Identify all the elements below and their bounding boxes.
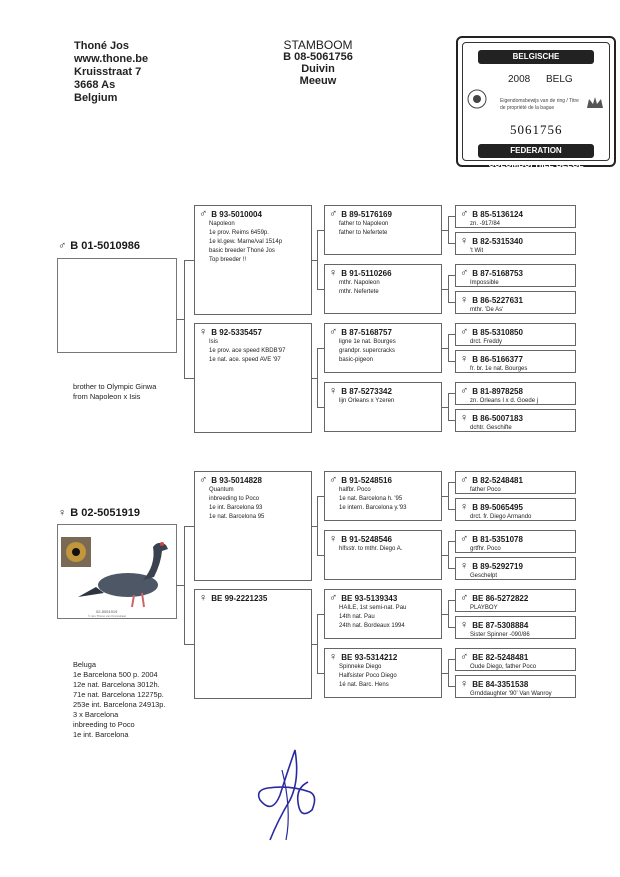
male-icon: ♂ [58,240,67,252]
male-icon: ♂ [329,208,338,220]
male-icon: ♂ [460,592,469,604]
male-icon: ♂ [329,592,338,604]
box-note-line: 1é nat. Barc. Hens [339,682,389,688]
box-ring [460,295,571,306]
certificate-description: Eigendomsbewijs van de ring / Titre de propriété de la bague [500,98,579,111]
pigeon-photo-icon [58,525,176,618]
pedigree-box-gen4 [455,291,576,314]
box-note-line: HAILE, 1st semi-nat. Pau [339,605,407,611]
male-icon: ♂ [199,208,208,220]
sire-note-line: from Napoleon x Isis [73,392,141,401]
ring-number: B 86-5227631 [472,296,523,305]
ring-number: B 91-5110266 [341,269,392,278]
tree-connector [184,526,185,644]
box-ring [329,327,437,338]
tree-connector [448,568,455,569]
dam-note-line: 3 x Barcelona [73,710,119,719]
male-icon: ♂ [460,208,469,220]
box-ring [329,386,437,397]
box-note-line: dchtr. Geschifte [470,425,512,431]
ring-number: B 86-5007183 [472,414,523,423]
tree-connector [448,216,455,217]
box-note-line: grtfhr. Poco [470,546,501,552]
tree-connector [442,407,448,408]
ring-number: BE 82-5248481 [472,653,529,662]
pedigree-box-gen4 [455,409,576,432]
certificate-year: 2008 [508,74,531,85]
tree-connector [448,600,455,601]
female-icon: ♀ [460,501,469,513]
tree-connector [317,348,324,349]
box-note-line: Top breeder !! [209,257,247,263]
box-ring [460,475,571,486]
ring-number: B 86-5166377 [472,355,523,364]
pedigree-box-gen4 [455,264,576,287]
signature-image [220,740,330,850]
tree-connector [317,230,324,231]
box-note-line: Isis [209,339,218,345]
owner-country: Belgium [74,92,118,104]
box-note-line: lijn Orleans x Yzeren [339,398,395,404]
ring-number: B 85-5136124 [472,210,523,219]
box-ring [460,502,571,513]
box-note-line: inbreeding to Poco [209,496,260,502]
pedigree-box-gen3 [324,589,442,639]
male-icon: ♂ [460,474,469,486]
ring-number: B 82-5315340 [472,237,523,246]
box-note-line: ligne 1e nat. Bourges [339,339,396,345]
tree-connector [317,407,324,408]
tree-connector [448,275,455,276]
sire-note-line: brother to Olympic Ginwa [73,382,157,391]
pedigree-box-gen2 [194,323,312,433]
box-ring [329,209,437,220]
pedigree-box-gen3 [324,648,442,698]
box-note-line: halfbr. Poco [339,487,371,493]
pedigree-box-gen4 [455,350,576,373]
male-icon: ♂ [460,385,469,397]
pedigree-box-gen4 [455,648,576,671]
tree-connector [448,482,449,509]
tree-connector [442,348,448,349]
tree-connector [442,555,448,556]
owner-street: Kruisstraat 7 [74,66,142,78]
female-icon: ♀ [460,678,469,690]
ring-number: B 85-5310850 [472,328,523,337]
ring-number: B 82-5248481 [472,476,523,485]
box-note-line: Geschelpt [470,573,498,579]
dam-photo [57,524,177,619]
female-icon: ♀ [460,353,469,365]
tree-connector [448,334,449,361]
ring-number: BE 87-5308884 [472,621,529,630]
male-icon: ♂ [329,326,338,338]
box-note-line: Quantum [209,487,234,493]
pedigree-box-gen4 [455,557,576,580]
tree-connector [448,334,455,335]
owner-name: Thoné Jos [74,40,130,52]
tree-connector [442,673,448,674]
pedigree-box-gen4 [455,498,576,521]
dam-note-line: 71e nat. Barcelona 12275p. [73,690,164,699]
box-note-line: 1e nat. Barcelona 95 [209,514,265,520]
dam-note-line: 253e int. Barcelona 24913p. [73,700,166,709]
tree-connector [448,393,455,394]
dam-note-line: inbreeding to Poco [73,720,135,729]
tree-connector [448,420,455,421]
box-note-line: Grnddaughter '90' Van Wanroy [470,691,552,697]
certificate-bottom-band: FEDERATION COLOMBOPHILE BELGE [478,144,594,158]
tree-connector [312,526,317,527]
tree-connector [317,348,318,407]
box-note-line: Sister Spinner -090/86 [470,632,530,638]
box-ring [460,413,571,424]
belgian-lion-emblem-icon [466,88,488,110]
box-ring [460,354,571,365]
tree-connector [448,600,449,627]
document-title [258,39,378,87]
box-note-line: basic-pigeon [339,357,374,363]
ring-number: B 87-5273342 [341,387,392,396]
pedigree-box-gen3 [324,264,442,314]
box-note-line: Oude Diego, father Poco [470,664,537,670]
certificate-country: BELG [546,74,573,85]
box-ring [199,475,307,486]
tree-connector [448,361,455,362]
ring-number: BE 84-3351538 [472,680,529,689]
ring-number: B 81-5351078 [472,535,523,544]
dam-note-line: 1e Barcelona 500 p. 2004 [73,670,158,679]
tree-connector [442,230,448,231]
title-heading: STAMBOOM [283,38,353,52]
pedigree-box-gen4 [455,471,576,494]
female-icon: ♀ [460,619,469,631]
pedigree-box-gen4 [455,205,576,228]
pedigree-box-gen3 [324,382,442,432]
tree-connector [442,289,448,290]
tree-connector [448,686,455,687]
dam-note-line: Beluga [73,660,97,669]
ring-number: B 81-8978258 [472,387,523,396]
owner-website[interactable]: www.thone.be [74,53,149,65]
certificate-number: 5061756 [510,122,563,137]
tree-connector [448,541,455,542]
box-ring [460,327,571,338]
tree-connector [448,659,455,660]
box-note-line: mthr. Nefertete [339,289,379,295]
tree-connector [317,496,324,497]
box-ring [199,327,307,338]
box-note-line: zn. -917/84 [470,221,501,227]
tree-connector [312,644,317,645]
tree-connector [176,585,184,586]
photo-credit: © Jos Thoné van Kruisstraat [88,614,126,618]
box-ring [460,679,571,690]
owner-block [74,40,148,105]
box-ring [460,236,571,247]
tree-connector [448,393,449,420]
box-ring [199,593,307,604]
female-icon: ♀ [329,533,338,545]
box-note-line: 1e nat. Barcelona h. '95 [339,496,403,502]
box-note-line: 1e nat. ace. speed AVE '97 [209,357,281,363]
ring-number: B 89-5176169 [341,210,392,219]
ring-number: B 87-5168757 [341,328,392,337]
tree-connector [317,555,324,556]
tree-connector [312,260,317,261]
tree-connector [176,319,184,320]
box-note-line: 1e kl.gew. Marne/val 1514p [209,239,283,245]
ring-number: BE 93-5139343 [341,594,398,603]
box-note-line: 1e prov. Reims 6459p. [209,230,269,236]
pedigree-box-gen4 [455,530,576,553]
tree-connector [317,614,318,673]
ring-number: B 93-5014828 [211,476,262,485]
box-ring [329,475,437,486]
tree-connector [448,275,449,302]
female-icon: ♀ [460,294,469,306]
box-note-line: mthr. 'De As' [470,307,504,313]
tree-connector [184,378,194,379]
box-note-line: Spinneke Diego [339,664,382,670]
male-icon: ♂ [460,326,469,338]
box-note-line: grandpr. supercracks [339,348,396,354]
male-icon: ♂ [460,533,469,545]
box-ring [460,561,571,572]
box-note-line: hlfsstr. to mthr. Diego A. [339,546,403,552]
tree-connector [317,230,318,289]
ring-number: BE 93-5314212 [341,653,398,662]
box-note-line: 1e prov. ace speed KBDB'97 [209,348,286,354]
tree-connector [317,496,318,555]
ring-certificate [456,36,616,167]
female-icon: ♀ [329,651,338,663]
ring-number: B 92-5335457 [211,328,262,337]
box-ring [460,209,571,220]
female-icon: ♀ [199,326,208,338]
box-ring [460,534,571,545]
pedigree-box-gen4 [455,323,576,346]
tree-connector [442,614,448,615]
box-note-line: 24th nat. Bordeaux 1994 [339,623,405,629]
dam-ring-number: B 02-5051919 [70,507,140,519]
tree-connector [317,673,324,674]
dam-ring [58,507,140,519]
box-ring [329,268,437,279]
crown-emblem-icon [586,96,604,110]
pedigree-box-gen2 [194,205,312,315]
sire-ring-number: B 01-5010986 [70,240,140,252]
tree-connector [448,541,449,568]
box-ring [329,593,437,604]
ring-number: B 91-5248516 [341,476,392,485]
sire-notes [73,382,156,402]
owner-city: 3668 As [74,79,116,91]
female-icon: ♀ [58,507,67,519]
dam-note-line: 1e int. Barcelona [73,730,129,739]
pedigree-box-gen4 [455,616,576,639]
pedigree-box-gen4 [455,382,576,405]
ring-number: BE 86-5272822 [472,594,529,603]
female-icon: ♀ [460,560,469,572]
male-icon: ♂ [329,474,338,486]
male-icon: ♂ [460,267,469,279]
tree-connector [448,659,449,686]
box-ring [460,620,571,631]
box-note-line: fr. br. 1e nat. Bourges [470,366,528,372]
box-ring [460,593,571,604]
female-icon: ♀ [460,412,469,424]
box-note-line: 1e int. Barcelona 93 [209,505,263,511]
box-ring [460,268,571,279]
female-icon: ♀ [329,385,338,397]
title-ring: B 08-5061756 [283,51,353,63]
female-icon: ♀ [329,267,338,279]
box-ring [199,209,307,220]
ring-number: B 89-5292719 [472,562,523,571]
pedigree-box-gen4 [455,232,576,255]
tree-connector [184,644,194,645]
pedigree-box-gen3 [324,471,442,521]
box-note-line: basic breeder Thoné Jos [209,248,275,254]
dam-notes [73,660,165,740]
box-note-line: zn. Orleans I x d. Goede j [470,398,539,404]
sire-ring [58,240,140,252]
tree-connector [448,509,455,510]
male-icon: ♂ [199,474,208,486]
ring-number: B 89-5065495 [472,503,523,512]
box-note-line: 14th nat. Pau [339,614,375,620]
tree-connector [448,216,449,243]
tree-connector [317,614,324,615]
box-note-line: father to Nefertete [339,230,388,236]
female-icon: ♀ [460,235,469,247]
tree-connector [442,496,448,497]
ring-number: B 87-5168753 [472,269,523,278]
box-note-line: father Poco [470,487,501,493]
box-ring [460,652,571,663]
box-ring [329,534,437,545]
certificate-top-band: BELGISCHE DUIVENLIEFHEBBERSBOND [478,50,594,64]
male-icon: ♂ [460,651,469,663]
tree-connector [317,289,324,290]
female-icon: ♀ [199,592,208,604]
box-note-line: drct. Freddy [470,339,503,345]
tree-connector [312,378,317,379]
box-note-line: drct. fr. Diego Armando [470,514,532,520]
sire-photo-placeholder [57,258,177,353]
ring-number: B 91-5248546 [341,535,392,544]
box-note-line: PLAYBOY [470,605,498,611]
tree-connector [448,482,455,483]
box-note-line: Napoleon [209,221,235,227]
pedigree-box-gen4 [455,675,576,698]
pedigree-box-gen2 [194,471,312,581]
box-note-line: mthr. Napoleon [339,280,380,286]
box-note-line: Impossible [470,280,499,286]
pedigree-box-gen3 [324,205,442,255]
pedigree-box-gen3 [324,323,442,373]
pedigree-box-gen2 [194,589,312,699]
box-note-line: father to Napoleon [339,221,389,227]
dam-note-line: 12e nat. Barcelona 3012h. [73,680,160,689]
box-ring [460,386,571,397]
tree-connector [184,260,185,378]
ring-number: BE 99-2221235 [211,594,268,603]
box-ring [329,652,437,663]
ring-number: B 93-5010004 [211,210,262,219]
tree-connector [448,627,455,628]
box-note-line: 't Wit [470,248,484,254]
title-color: Duivin [301,63,335,75]
box-note-line: 1e intern. Barcelona y.'93 [339,505,407,511]
tree-connector [448,243,455,244]
pedigree-box-gen4 [455,589,576,612]
pedigree-box-gen3 [324,530,442,580]
title-pigeon-name: Meeuw [299,75,337,87]
photo-caption-ring: 02-5051919 [96,609,118,614]
tree-connector [448,302,455,303]
tree-connector [184,526,194,527]
tree-connector [184,260,194,261]
box-note-line: Halfsister Poco Diego [339,673,397,679]
